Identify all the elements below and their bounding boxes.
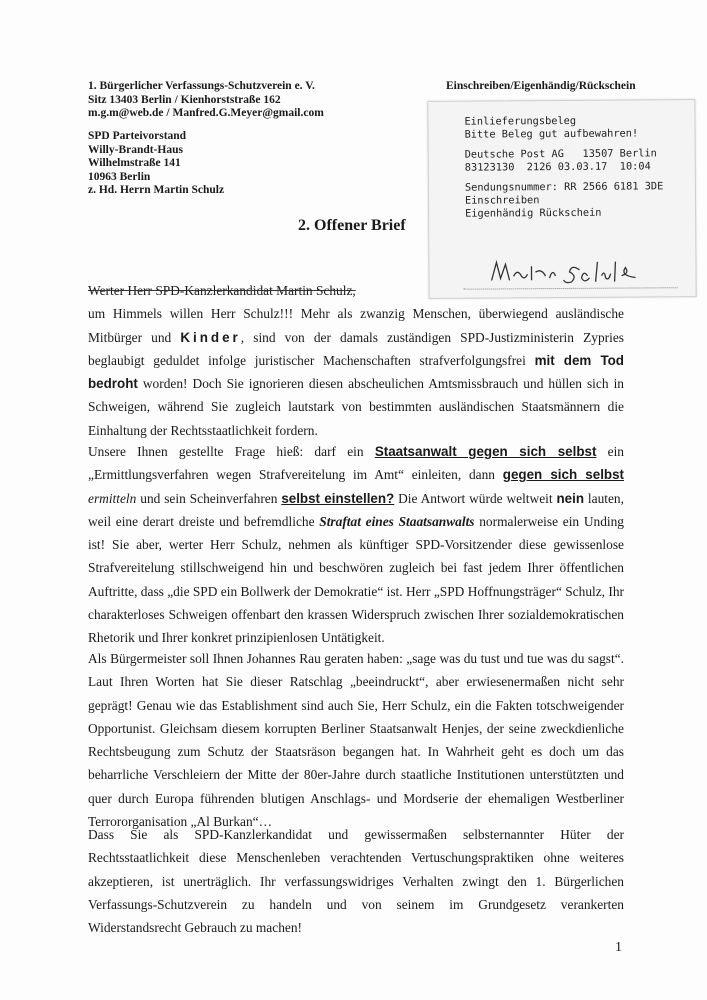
receipt-line: Einschreiben <box>464 194 540 207</box>
text-span: Die Antwort würde weltweit <box>398 490 553 506</box>
text-span: um Himmels willen Herr Schulz!!! Mehr als zwanzig Menschen, überwiegend ausländische Mitbürger und <box>88 306 624 345</box>
receipt-line: Deutsche Post AG 13507 Berlin <box>464 147 657 161</box>
salutation: Werter Herr SPD-Kanzlerkandidat Martin Schulz, <box>88 283 356 298</box>
delivery-note: Einschreiben/Eigenhändig/Rückschein <box>446 80 636 92</box>
postal-receipt <box>427 99 696 299</box>
text-span: lauten, weil eine derart dreiste und befremdliche <box>88 490 624 529</box>
paragraph-4: Dass Sie als SPD-Kanzlerkandidat und gewissermaßen selbsternannter Hüter der Rechtsstaatlichkeit diese Menschenleben verachtenden Vertuschungspraktiken ohne weiteres akzeptieren, ist unerträglich. Ihr verfassungswidriges Verhalten zwingt den 1. Bürgerlichen Verfassungs-Schutzverein zu handeln und von seinem im Grundgesetz verankerten Widerstandsrecht Gebrauch zu machen! <box>88 827 624 936</box>
kinder-emphasis: Kinder <box>180 329 241 345</box>
recipient-address <box>88 130 224 198</box>
receipt-line: Eigenhändig Rückschein <box>465 206 602 220</box>
text-span: und sein Scheinverfahren <box>140 490 278 506</box>
emphasis-ermitteln: ermitteln <box>88 490 137 506</box>
sender-line: Sitz 13403 Berlin / Kienhorststraße 162 <box>88 93 281 106</box>
text-span: worden! Doch Sie ignorieren diesen abscheulichen Amtsmissbrauch und hüllen sich in Schweigen, während Sie zugleich lautstark von bestimmten ausländischen Staatsmännern die Einhaltung der Rechtsstaatlichkeit fordern. <box>88 376 624 438</box>
sender-line: 1. Bürgerlicher Verfassungs-Schutzverein e. V. <box>88 80 315 92</box>
emphasis-gegen-sich-selbst: gegen sich selbst <box>502 467 624 483</box>
receipt-line: Bitte Beleg gut aufbewahren! <box>464 127 639 141</box>
text-span: ein „Ermittlungsverfahren wegen Strafvereitelung im Amt“ einleiten, dann <box>88 444 624 483</box>
text-span: , sind von der damals zuständigen SPD-Justizministerin Zypries beglaubigt geduldet infolge juristischer Machenschaften strafverfolgungsfrei <box>88 329 624 368</box>
recipient-line: 10963 Berlin <box>88 170 151 183</box>
paragraph-3: Als Bürgermeister soll Ihnen Johannes Rau geraten haben: „sage was du tust und tue was du sagst“. Laut Ihren Worten hat Sie dieser Ratschlag „beeindruckt“, aber erwiesenermaßen nicht sehr geprägt! Genau wie das Establishment sind auch Sie, Herr Schulz, ein die Fakten totschweigender Opportunist. Gleichsam diesem korrupten Berliner Staatsanwalt Henjes, der seine zweckdienliche Rechtsbeugung zum Schutz der Staatsräson begangen hat. In Wahrheit geht es doch um das beharrliche Verschleiern der Mitte der 80er-Jahre durch staatliche Institutionen unterstützten und quer durch Europa führenden blutigen Anschlags- und Mordserie der ehemaligen Westberliner Terrororganisation „Al Burkan“… <box>88 651 624 830</box>
recipient-line: Willy-Brandt-Haus <box>88 143 183 156</box>
sender-address <box>88 80 324 121</box>
receipt-text <box>464 114 663 220</box>
emphasis-nein: nein <box>556 490 585 506</box>
receipt-line: 83123130 2126 03.03.17 10:04 <box>464 160 651 174</box>
emphasis-selbst-einstellen: selbst einstellen? <box>281 490 395 506</box>
emphasis-staatsanwalt: Staatsanwalt gegen sich selbst <box>374 444 597 459</box>
recipient-line: z. Hd. Herrn Martin Schulz <box>88 184 225 197</box>
text-span: normalerweise ein Unding ist! Sie aber, werter Herr Schulz, nehmen als künftiger SPD-Vorsitzender diese gewissenlose Strafvereitelung stillschweigend hin und beschwören zugleich bei fast jedem Ihrer öffentlichen Auftritte, dass „die SPD ein Bollwerk der Demokratie“ ist. Herr „SPD Hoffnungsträger“ Schulz, Ihr charakterloses Schweigen offenbart den krassen Widerspruch zwischen Ihrer sozialdemokratischen Rhetorik und Ihrer konkret prinzipienlosen Untätigkeit. <box>88 513 624 646</box>
emphasis-straftat: Straftat eines Staatsanwalts <box>319 513 475 529</box>
receipt-line: Sendungsnummer: RR 2566 6181 3DE <box>464 180 664 194</box>
recipient-line: SPD Parteivorstand <box>88 130 187 142</box>
paragraph-2 <box>88 440 624 650</box>
letter-title: 2. Offener Brief <box>298 217 406 234</box>
text-span: Unsere Ihnen gestellte Frage hieß: darf ein <box>88 444 364 459</box>
page-number: 1 <box>615 940 622 955</box>
paragraph-1 <box>88 279 624 442</box>
receipt-line: Einlieferungsbeleg <box>464 114 577 128</box>
tod-emphasis: mit dem Tod bedroht <box>88 352 624 392</box>
recipient-line: Wilhelmstraße 141 <box>88 157 181 170</box>
sender-line: m.g.m@web.de / Manfred.G.Meyer@gmail.com <box>88 107 324 120</box>
